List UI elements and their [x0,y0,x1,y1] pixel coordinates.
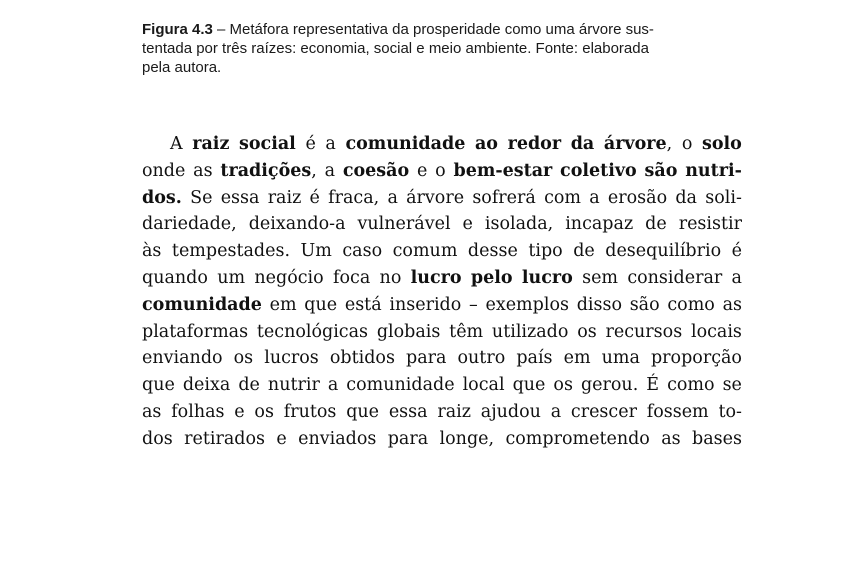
word [142,426,173,453]
text: e [276,428,287,449]
word [330,345,395,372]
word [142,265,208,292]
text: é [309,187,320,208]
word [471,265,513,292]
word [661,426,680,453]
word [475,131,498,158]
paragraph-line [142,292,742,319]
text: tempestades. [171,241,291,262]
text: enviando [142,348,223,369]
text: essa [220,187,260,208]
word [553,372,573,399]
word [142,158,185,185]
word [645,158,678,185]
text: o [435,160,446,181]
text: tecnológicas [256,321,369,342]
text: inserido [389,294,462,315]
text: da [675,187,697,208]
bold-text: dos. [142,187,182,208]
word [301,238,332,265]
text: desequilíbrio [605,241,722,262]
word [343,158,409,185]
word [732,265,742,292]
word [346,372,454,399]
text: a [387,187,398,208]
bold-text: lucro [410,267,462,288]
word [551,399,561,426]
word [305,131,315,158]
bold-text: raiz [192,134,230,154]
figure-caption [142,20,742,77]
word [608,185,667,212]
text: retirados [184,428,265,449]
caption-line: tentada por três raízes: economia, social e meio ambiente. Fonte: elaborada [142,40,649,57]
text: frutos [283,401,337,422]
paragraph-line [142,158,742,185]
text: as [661,428,681,449]
text: comunidade [346,375,455,396]
caption-text: – Metáfora representativa da prosperidade como uma árvore sus- [212,21,654,38]
text: as [142,401,162,422]
text: considerar [627,267,723,288]
word [193,158,212,185]
text: outro [457,348,506,369]
bold-text: da [570,134,595,154]
word [605,238,721,265]
text: está [344,294,382,315]
text: as [193,160,213,181]
word [254,265,323,292]
text: deixando-a [248,214,346,235]
paragraph-line [142,345,742,372]
word [328,372,338,399]
text: em [563,348,591,369]
text: folhas [171,401,225,422]
word [508,131,561,158]
paragraph-line [142,265,742,292]
text: fossem [646,401,709,422]
word [170,131,183,158]
word [184,426,265,453]
word [257,319,368,346]
bold-text: comunidade [345,134,466,154]
text: bases [692,428,742,449]
paragraph-line [142,131,742,158]
word [513,372,546,399]
bold-text: lucro [521,267,573,288]
text: é [731,241,742,262]
text: globais [376,321,441,342]
word [190,185,212,212]
text: e [234,401,245,422]
word [142,372,175,399]
word [627,265,722,292]
text: soli- [705,187,742,208]
word [573,238,595,265]
text: caso [342,241,383,262]
word [268,185,302,212]
text: que [346,401,380,422]
text: os [553,375,573,396]
paragraph-line [142,399,742,426]
text: incapaz [565,214,634,235]
text: às [142,241,162,262]
paragraph-line [142,372,742,399]
word [406,185,464,212]
word [234,399,244,426]
word [565,211,633,238]
word [298,426,376,453]
word [333,265,370,292]
word [234,345,254,372]
text: têm [449,321,484,342]
text: tipo [528,241,563,262]
word [142,345,223,372]
word [560,158,637,185]
word [437,399,471,426]
word [264,345,319,372]
text: vulnerável [357,214,451,235]
word [342,238,382,265]
text: É [646,375,660,396]
text: to- [718,401,742,422]
text: nutrir [267,375,320,396]
word [435,158,446,185]
word [358,211,451,238]
word [645,211,667,238]
text: sofrerá [472,187,536,208]
word [393,238,458,265]
text: árvore [406,187,465,208]
text: negócio [254,267,324,288]
word [239,131,296,158]
text: proporção [650,348,742,369]
word [142,319,248,346]
word [276,426,286,453]
word [463,211,473,238]
bold-text: tradições [220,160,312,181]
text: país [516,348,553,369]
word [685,158,742,185]
text: Um [300,241,332,262]
text: erosão [607,187,668,208]
word [581,372,638,399]
word [485,211,553,238]
word [492,319,569,346]
text: a [327,375,339,396]
text: se [722,375,742,396]
word [667,372,714,399]
word [304,292,337,319]
bold-text: são [644,160,678,181]
text: utilizado [491,321,569,342]
text: as [722,294,742,315]
text: a [550,401,562,422]
figure-label: Figura 4.3 [142,21,213,38]
word [249,211,346,238]
text: de [238,375,260,396]
text: raiz [267,187,302,208]
word [604,131,672,158]
caption-line: pela autora. [142,59,222,76]
word [183,372,230,399]
word [705,185,742,212]
word [449,319,483,346]
word [505,426,649,453]
text: lucros [264,348,319,369]
text: em [269,294,297,315]
text: os [233,348,254,369]
word [647,399,709,426]
word [702,131,742,158]
text: recursos [605,321,683,342]
word [328,185,379,212]
word [469,292,478,319]
text: de [573,241,595,262]
word [142,238,161,265]
word [582,265,618,292]
paragraph-line [142,426,742,453]
text: longe, [439,428,495,449]
word [646,372,659,399]
text: resistir [678,214,742,235]
word [723,292,742,319]
word [453,158,552,185]
text: raiz [437,401,471,422]
word [417,158,427,185]
text: sem [582,267,619,288]
word [406,345,446,372]
text: enviados [298,428,377,449]
word [602,345,640,372]
word [440,426,495,453]
text: gerou. [580,375,639,396]
text: , [311,160,317,181]
word [325,158,335,185]
text: para [387,428,429,449]
text: a [324,160,336,181]
word [589,185,599,212]
word [389,399,428,426]
text: uma [601,348,640,369]
text: a [731,267,742,288]
text: a [325,134,336,154]
text: essa [388,401,428,422]
bold-text: coletivo [560,160,637,181]
bold-text: árvore [603,134,667,154]
text: foca [333,267,371,288]
word [345,292,382,319]
text: isolada, [484,214,554,235]
bold-text: comunidade [142,294,262,315]
text: A [170,134,183,154]
text: disso [576,294,622,315]
text: a [589,187,600,208]
word [606,319,683,346]
word [217,265,245,292]
text: local [462,375,505,396]
text: os [254,401,274,422]
word [472,185,536,212]
word [682,131,693,158]
bold-text: solo [701,134,742,154]
text: quando [142,267,208,288]
text: são [629,294,660,315]
text: plataformas [142,321,249,342]
paragraph-line [142,238,742,265]
word [718,399,741,426]
word [458,345,506,372]
word [310,185,320,212]
word [528,238,562,265]
caption-line [142,20,742,39]
word [142,211,237,238]
text: de [645,214,667,235]
text: que [304,294,338,315]
word [387,185,397,212]
text: comprometendo [505,428,650,449]
text: os [577,321,597,342]
text: Se [190,187,213,208]
text: , [666,134,673,154]
paragraph-line [142,211,742,238]
word [220,158,316,185]
text: no [379,267,402,288]
word [630,292,660,319]
word [667,292,714,319]
text: deixa [182,375,231,396]
word [675,185,697,212]
word [691,319,742,346]
text: desse [467,241,518,262]
word [377,319,441,346]
bold-text: bem-estar [453,160,553,181]
text: um [217,267,246,288]
word [723,372,742,399]
paragraph-line [142,185,742,212]
word [142,399,161,426]
text: comum [392,241,458,262]
word [345,131,465,158]
word [679,211,742,238]
word [142,185,182,212]
text: ajudou [480,401,541,422]
word [577,319,597,346]
word [522,265,573,292]
word [325,131,335,158]
bold-text: ao [474,134,498,154]
text: o [681,134,693,154]
text: com [544,187,581,208]
word [221,185,260,212]
text: para [406,348,447,369]
word [571,399,637,426]
text: que [142,375,175,396]
text: e [462,214,473,235]
word [268,372,320,399]
bold-text: pelo [470,267,513,288]
text: obtidos [329,348,395,369]
body-paragraph [142,131,742,453]
word [171,399,224,426]
word [481,399,541,426]
text: onde [142,160,186,181]
text: fraca, [328,187,380,208]
word [651,345,742,372]
word [389,292,461,319]
word [577,292,622,319]
word [192,131,229,158]
bold-text: coesão [342,160,410,181]
word [411,265,462,292]
word [142,292,262,319]
bold-text: nutri- [685,160,742,181]
word [270,292,297,319]
text: exemplos [485,294,569,315]
word [463,372,505,399]
text: crescer [570,401,637,422]
text: como [667,294,715,315]
word [544,185,581,212]
text: e [416,160,428,181]
text: é [305,134,316,154]
text: que [512,375,546,396]
text: como [667,375,715,396]
bold-text: social [239,134,296,154]
word [346,399,379,426]
paragraph-line [142,319,742,346]
word [692,426,742,453]
bold-text: redor [507,134,562,154]
word [571,131,595,158]
word [172,238,290,265]
word [380,265,402,292]
word [485,292,569,319]
word [388,426,428,453]
word [284,399,337,426]
word [516,345,552,372]
word [238,372,260,399]
word [254,399,274,426]
word [732,238,742,265]
text: dariedade, [142,214,237,235]
text: dos [142,428,173,449]
text: – [469,294,478,315]
word [564,345,591,372]
word [468,238,518,265]
text: locais [690,321,742,342]
